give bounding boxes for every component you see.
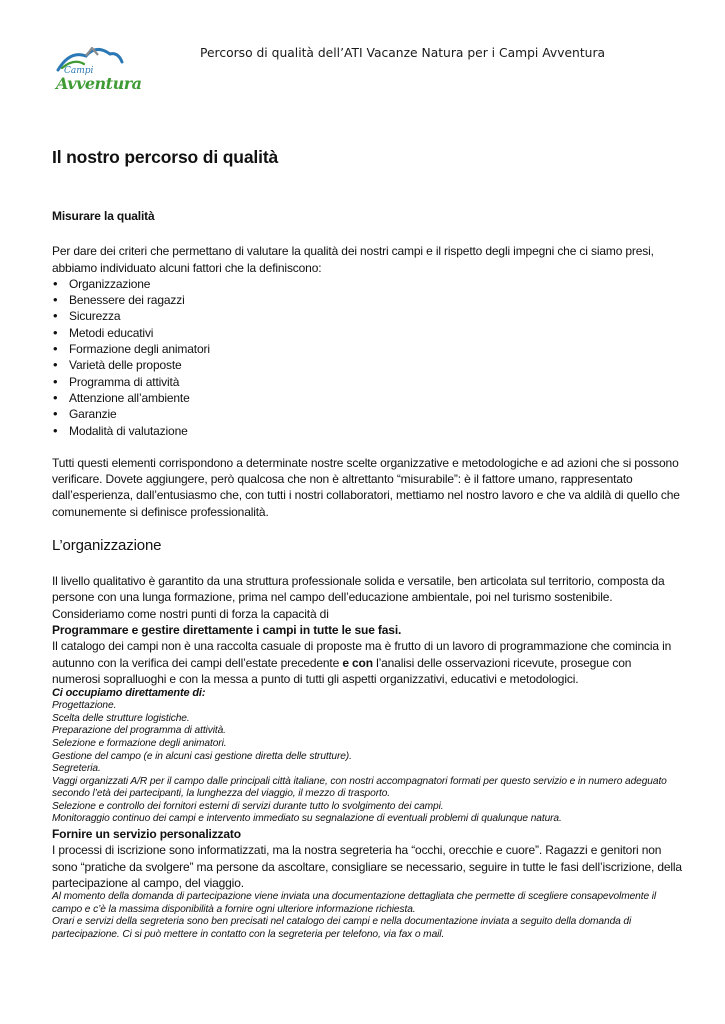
document-body: [52, 146, 682, 942]
org-paragraph-2: Consideriamo come nostri punti di forza la capacità di: [52, 606, 329, 621]
intro-paragraph: Per dare dei criteri che permettano di valutare la qualità dei nostri campi e il rispetto degli impegni che ci siamo presi, abbiamo individuato alcuni fattori che la definiscono:: [52, 244, 654, 275]
criteria-item: • Sicurezza: [52, 308, 682, 324]
direct-item: Selezione e formazione degli animatori.: [52, 737, 227, 749]
org-paragraph-1: Il livello qualitativo è garantito da una struttura professionale solida e versatile, ben articolata sul territorio, composta da persone con una lunga formazione, prima nel campo dell’educazione ambientale, poi nel turismo sostenibile.: [52, 574, 665, 605]
summary-paragraph: Tutti questi elementi corrispondono a determinate nostre scelte organizzative e metodologiche e ad azioni che si possono verificare. Dovete aggiungere, però qualcosa che non è altrettanto “misurabile”: è il fattore umano, rappresentato dall’esperienza, dall’entusiasmo che, con tutti i nostri collaboratori, mettiamo nel nostro lavoro e che va aldilà di quello che comunemente si definisce professionalità.: [52, 455, 680, 519]
criteria-item: • Organizzazione: [52, 276, 682, 292]
org-bold-heading-2: Fornire un servizio personalizzato: [52, 827, 241, 842]
direct-item: Preparazione del programma di attività.: [52, 725, 226, 737]
section-heading-misurare: Misurare la qualità: [52, 209, 155, 223]
service-paragraph: I processi di iscrizione sono informatizzati, ma la nostra segreteria ha “occhi, orecchie e cuore”. Ragazzi e genitori non sono “pratiche da svolgere” ma persone da ascoltare, consigliare se necessario, seguire in tutte le fasi dell’iscrizione, della partecipazione al campo, del viaggio.: [52, 843, 682, 890]
org-paragraph-3a: Il catalogo dei campi non è una raccolta casuale di proposte ma è frutto di un lavoro di programmazione che comincia in autunno con la verifica dei campi dell’estate precedente: [52, 639, 672, 670]
direct-item: Selezione e controllo dei fornitori esterni di servizi durante tutto lo svolgimento dei campi.: [52, 800, 444, 812]
org-paragraph-3: [52, 638, 682, 687]
logo-text-big: Avventura: [56, 74, 142, 93]
criteria-item: • Programma di attività: [52, 374, 682, 390]
org-bold-heading-1: Programmare e gestire direttamente i campi in tutte le sue fasi.: [52, 622, 402, 637]
service-italic-2: Orari e servizi della segreteria sono ben precisati nel catalogo dei campi e nella documentazione inviata a seguito della domanda di partecipazione. Ci si può mettere in contatto con la segreteria per telefono, via fax o mail.: [52, 916, 632, 941]
direct-list: [52, 700, 682, 826]
direct-item: Progettazione.: [52, 700, 117, 712]
direct-item: Scelta delle strutture logistiche.: [52, 712, 190, 724]
criteria-item: • Benessere dei ragazzi: [52, 292, 682, 308]
direct-heading: Ci occupiamo direttamente di:: [52, 687, 206, 700]
org-paragraph-3b: e con: [342, 655, 373, 670]
org-paragraph-3c: l’analisi delle osservazioni ricevute, prosegue con numerosi sopralluoghi e con la messa a punto di tutti gli aspetti organizzativi, educativi e metodologici.: [52, 655, 632, 686]
direct-item: Vaggi organizzati A/R per il campo dalle principali città italiane, con nostri accompagnatori formati per questo servizio e in numero adeguato secondo l’età dei partecipanti, la lunghezza del viaggio, il mezzo di trasporto.: [52, 775, 667, 800]
direct-item: Gestione del campo (e in alcuni casi gestione diretta delle strutture).: [52, 750, 352, 762]
logo-text-small: Campi: [64, 66, 94, 76]
criteria-list: [52, 276, 682, 439]
criteria-item: • Modalità di valutazione: [52, 423, 682, 439]
running-header: Percorso di qualità dell’ATI Vacanze Natura per i Campi Avventura: [200, 46, 606, 60]
direct-item: Monitoraggio continuo dei campi e intervento immediato su segnalazione di eventuali problemi di qualunque natura.: [52, 813, 562, 825]
service-italic-1: Al momento della domanda di partecipazione viene inviata una documentazione dettagliata che permette di scegliere consapevolmente il campo e c’è la massima disponibilità a fornire ogni ulteriore informazione richiesta.: [52, 891, 657, 915]
criteria-item: • Attenzione all’ambiente: [52, 390, 682, 406]
section-heading-organizzazione: L’organizzazione: [52, 537, 162, 555]
criteria-item: • Varietà delle proposte: [52, 357, 682, 373]
page-title: Il nostro percorso di qualità: [52, 147, 279, 167]
criteria-item: • Formazione degli animatori: [52, 341, 682, 357]
criteria-item: • Garanzie: [52, 406, 682, 422]
criteria-item: • Metodi educativi: [52, 325, 682, 341]
direct-item: Segreteria.: [52, 763, 101, 775]
